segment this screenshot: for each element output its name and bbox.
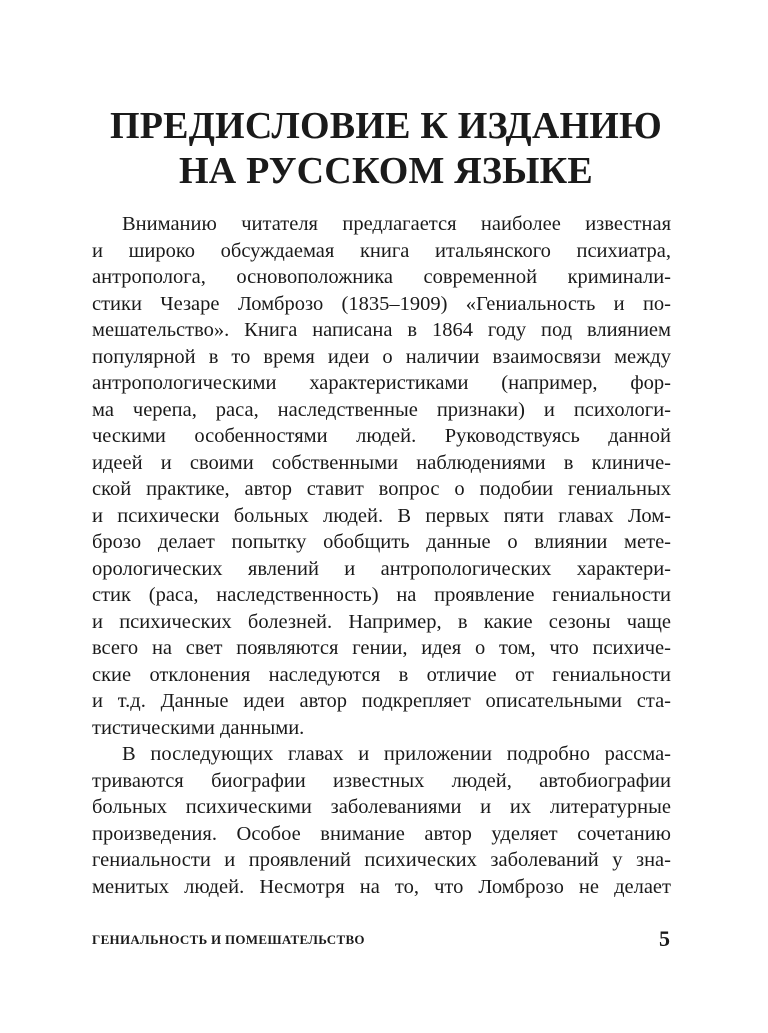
chapter-title-line-2: НА РУССКОМ ЯЗЫКЕ: [179, 150, 593, 192]
text-line: Вниманию читателя предлагается наиболее известная: [122, 213, 671, 235]
text-line: триваются биографии известных людей, автобиографии: [92, 769, 671, 792]
text-line: стики Чезаре Ломброзо (1835–1909) «Гениальность и по-: [92, 292, 671, 315]
text-line: мешательство». Книга написана в 1864 году под влиянием: [92, 319, 671, 341]
text-line: и т.д. Данные идеи автор подкрепляет описательными ста-: [92, 690, 671, 712]
chapter-title: [96, 104, 676, 194]
text-line: антрополога, основоположника современной криминали-: [92, 266, 671, 288]
paragraph-1: [92, 211, 671, 741]
text-line: менитых людей. Несмотря на то, что Ломброзо не делает: [92, 875, 671, 898]
text-line: больных психическими заболеваниями и их литературные: [92, 796, 671, 818]
text-line: орологических явлений и антропологических характери-: [92, 557, 671, 580]
text-line: антропологическими характеристиками (например, фор-: [92, 372, 671, 394]
text-line: идеей и своими собственными наблюдениями в клиниче-: [92, 451, 671, 474]
page-footer: [92, 926, 672, 956]
text-line: ма черепа, раса, наследственные признаки) и психологи-: [92, 398, 671, 421]
text-line: ческими особенностями людей. Руководствуясь данной: [92, 425, 671, 447]
text-line: и психических болезней. Например, в какие сезоны чаще: [92, 610, 671, 633]
text-line: произведения. Особое внимание автор уделяет сочетанию: [92, 822, 671, 845]
text-line: брозо делает попытку обобщить данные о влиянии мете-: [92, 531, 671, 553]
text-line: стик (раса, наследственность) на проявление гениальности: [92, 584, 671, 606]
text-line: популярной в то время идеи о наличии взаимосвязи между: [92, 345, 671, 368]
text-line: всего на свет появляются гении, идея о том, что психиче-: [92, 637, 671, 659]
page-number: 5: [659, 926, 670, 951]
body-text: [92, 211, 671, 900]
text-line: В последующих главах и приложении подробно рассма-: [122, 743, 671, 765]
text-line: и психически больных людей. В первых пяти главах Лом-: [92, 504, 671, 527]
text-line: ской практике, автор ставит вопрос о подобии гениальных: [92, 478, 671, 500]
text-line: тистическими данными.: [92, 716, 305, 739]
text-line: и широко обсуждаемая книга итальянского психиатра,: [92, 239, 671, 262]
chapter-title-line-1: ПРЕДИСЛОВИЕ К ИЗДАНИЮ: [110, 105, 662, 147]
text-line: гениальности и проявлений психических заболеваний у зна-: [92, 849, 671, 871]
text-line: ские отклонения наследуются в отличие от гениальности: [92, 663, 671, 686]
paragraph-2: [92, 741, 671, 900]
running-head: ГЕНИАЛЬНОСТЬ И ПОМЕШАТЕЛЬСТВО: [92, 932, 365, 947]
